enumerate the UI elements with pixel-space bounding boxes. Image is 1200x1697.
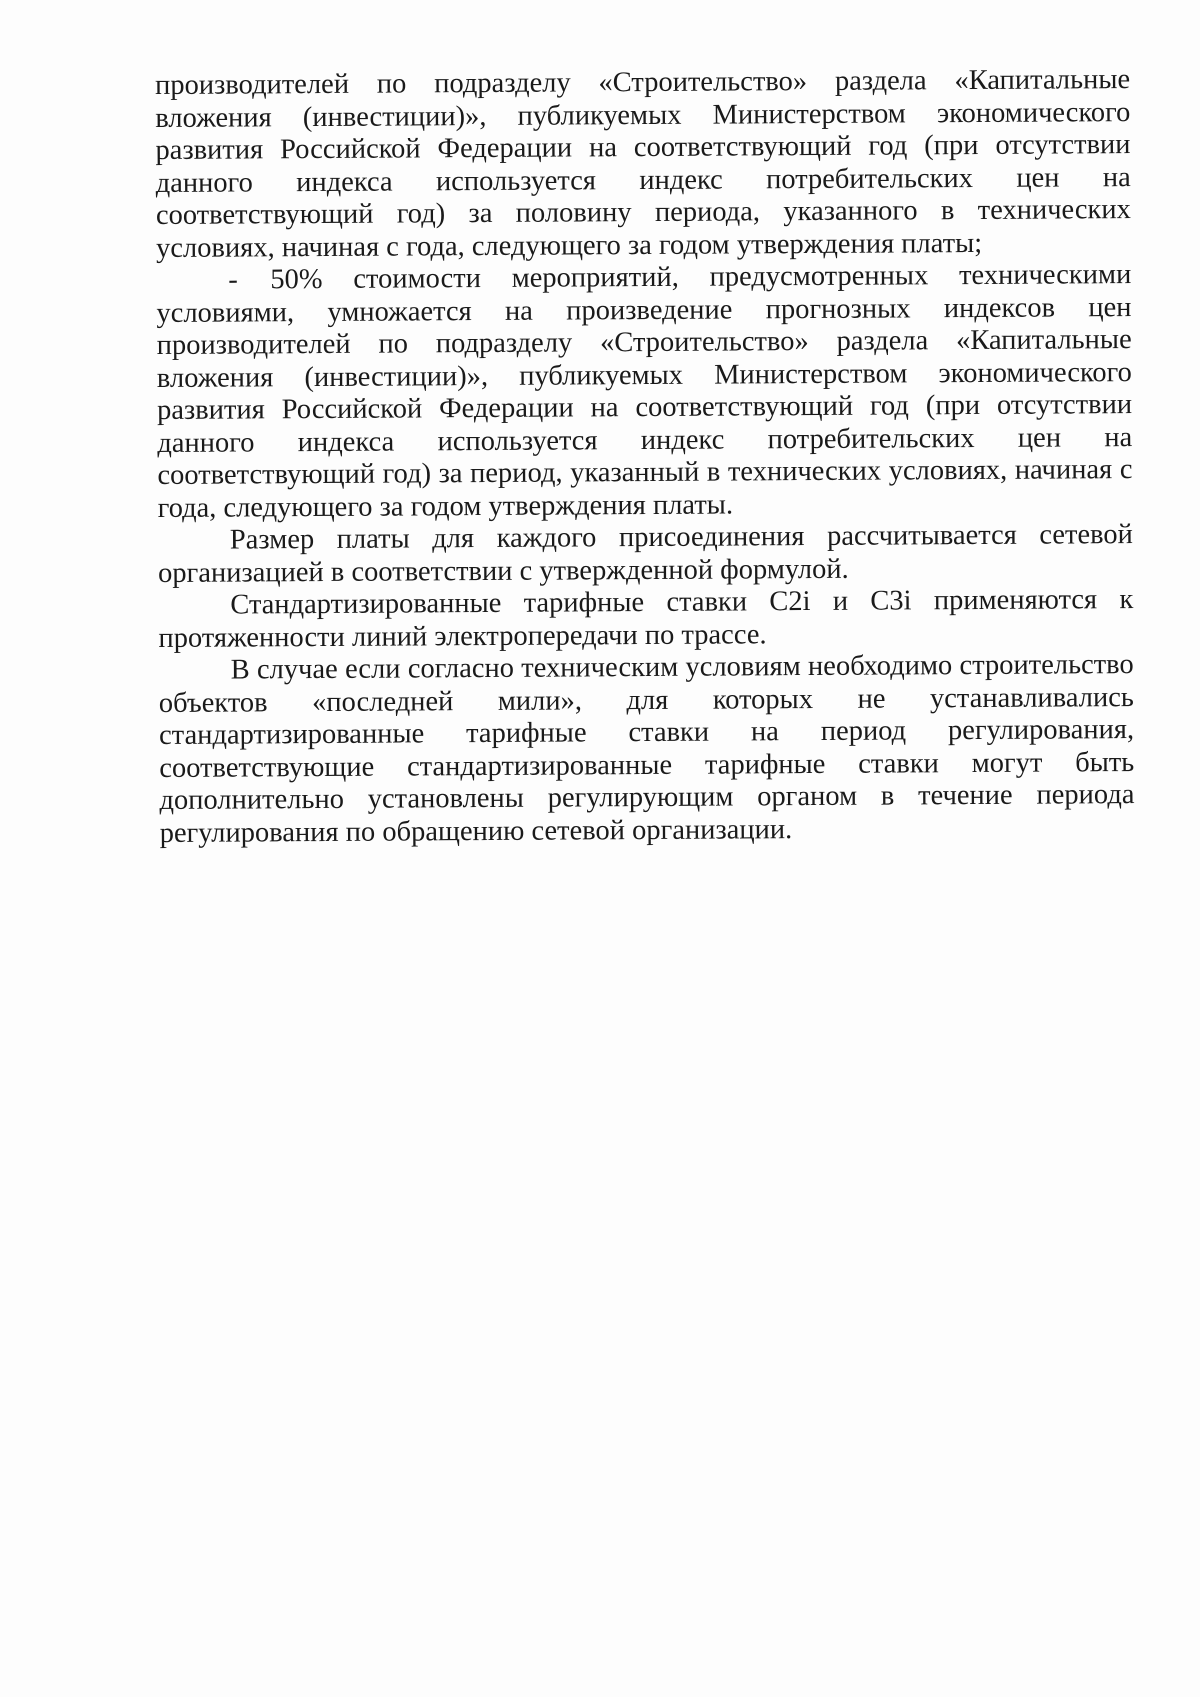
paragraph-standard-rates: Стандартизированные тарифные ставки С2i и С3i применяются к протяженности линий электропередачи по трассе. <box>158 584 1134 654</box>
bullet-dash: - <box>228 264 238 296</box>
paragraph-fee-size: Размер платы для каждого присоединения рассчитывается сетевой организацией в соответствии с утвержденной формулой. <box>157 519 1133 589</box>
paragraph-continuation: производителей по подразделу «Строительство» раздела «Капитальные вложения (инвестиции)», публикуемых Министерством экономического развития Российской Федерации на соответствующий год (при отсутствии данного индекса используется индекс потребительских цен на соответствующий год) за половину периода, указанного в технических условиях, начиная с года, следующего за годом утверждения платы; <box>155 64 1131 264</box>
document-body <box>155 64 1135 850</box>
paragraph-bullet-50 <box>156 259 1133 525</box>
paragraph-last-mile: В случае если согласно техническим условиям необходимо строительство объектов «последней мили», для которых не устанавливались стандартизированные тарифные ставки на период регулирования, соответствующие стандартизированные тарифные ставки могут быть дополнительно установлены регулирующим органом в течение периода регулирования по обращению сетевой организации. <box>158 649 1135 849</box>
paragraph-bullet-50-text: 50% стоимости мероприятий, предусмотренных техническими условиями, умножается на произведение прогнозных индексов цен производителей по подразделу «Строительство» раздела «Капитальные вложения (инвестиции)», публикуемых Министерством экономического развития Российской Федерации на соответствующий год (при отсутствии данного индекса используется индекс потребительских цен на соответствующий год) за период, указанный в технических условиях, начиная с года, следующего за годом утверждения платы. <box>156 259 1133 524</box>
